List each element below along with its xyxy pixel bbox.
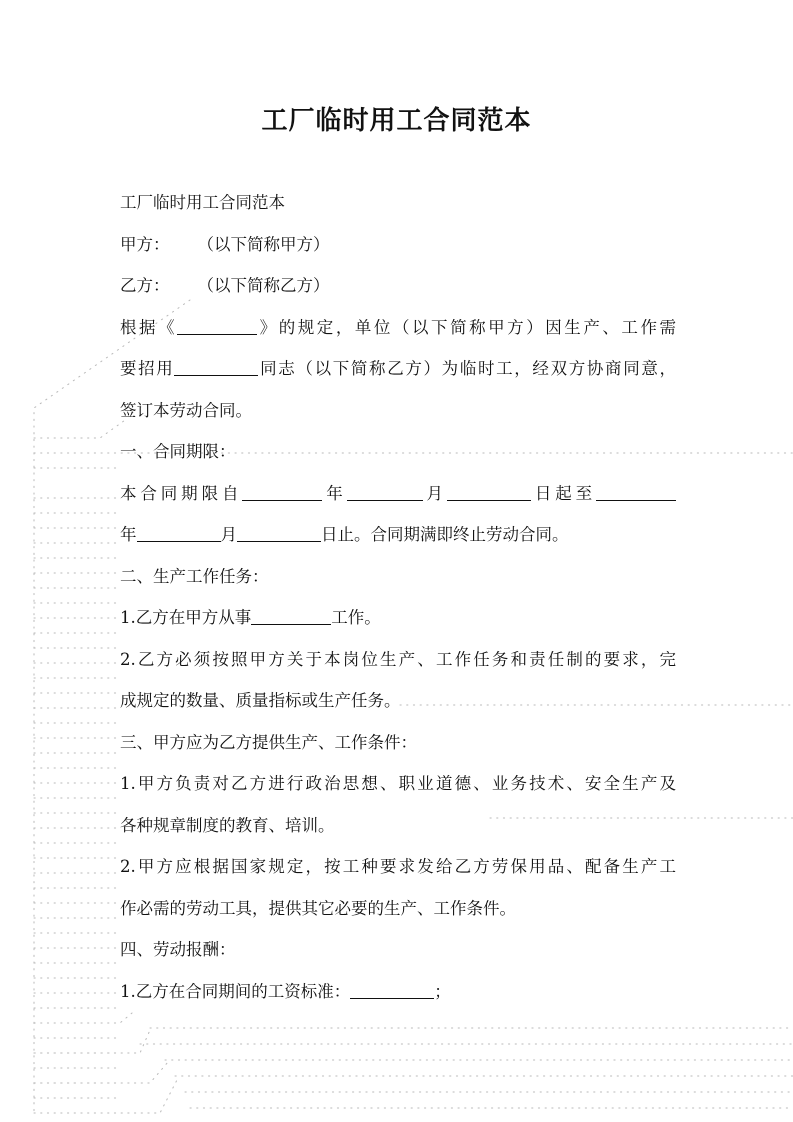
year-label: 年 bbox=[322, 483, 347, 503]
intro-text: 同志（以下简称乙方）为临时工，经双方协商同意， bbox=[258, 359, 677, 378]
party-a-note: （以下简称甲方） bbox=[197, 234, 330, 254]
term-line-2 bbox=[120, 514, 676, 556]
document-title: 工厂临时用工合同范本 bbox=[261, 106, 532, 136]
term-line-1 bbox=[120, 473, 676, 515]
end-day-blank[interactable] bbox=[237, 524, 321, 542]
task-item-1 bbox=[120, 597, 676, 639]
end-year-blank[interactable] bbox=[596, 482, 676, 500]
month-label: 月 bbox=[422, 483, 447, 503]
party-a-line bbox=[120, 224, 676, 266]
task-item-2-line-2: 成规定的数量、质量指标或生产任务。 bbox=[120, 691, 401, 710]
section-1-heading: 一、合同期限： bbox=[120, 442, 236, 461]
month-label: 月 bbox=[220, 525, 237, 544]
condition-item-1-line-2: 各种规章制度的教育、培训。 bbox=[120, 815, 335, 835]
pay-item-1 bbox=[120, 971, 676, 1013]
pay-text: 1.乙方在合同期间的工资标准： bbox=[120, 981, 351, 1001]
end-month-blank[interactable] bbox=[137, 524, 221, 542]
start-month-blank[interactable] bbox=[347, 482, 423, 500]
task-text: 1.乙方在甲方从事 bbox=[120, 608, 252, 627]
party-b-line bbox=[120, 265, 676, 307]
start-year-blank[interactable] bbox=[242, 482, 322, 500]
start-day-blank[interactable] bbox=[447, 482, 531, 500]
task-item-2-line-1: 2.乙方必须按照甲方关于本岗位生产、工作任务和责任制的要求，完 bbox=[120, 649, 676, 669]
section-2-heading: 二、生产工作任务： bbox=[120, 566, 269, 586]
party-b-label: 乙方： bbox=[120, 276, 170, 295]
condition-item-2-line-2: 作必需的劳动工具，提供其它必要的生产、工作条件。 bbox=[120, 898, 516, 918]
intro-line-1 bbox=[120, 307, 676, 349]
worker-name-blank[interactable] bbox=[174, 358, 258, 376]
intro-line-2 bbox=[120, 348, 676, 390]
condition-item-1-line-1: 1.甲方负责对乙方进行政治思想、职业道德、业务技术、安全生产及 bbox=[120, 774, 676, 793]
party-a-label: 甲方： bbox=[120, 234, 170, 254]
term-text: 日止。合同期满即终止劳动合同。 bbox=[321, 525, 569, 544]
task-text: 工作。 bbox=[331, 608, 381, 627]
term-text: 本合同期限自 bbox=[120, 483, 243, 503]
intro-text: 根据《 bbox=[120, 317, 178, 337]
intro-text: 要招用 bbox=[120, 359, 175, 378]
job-type-blank[interactable] bbox=[251, 607, 331, 625]
contract-body bbox=[120, 182, 676, 1012]
intro-text: 》的规定，单位（以下简称甲方）因生产、工作需 bbox=[257, 317, 677, 337]
section-4-heading: 四、劳动报酬： bbox=[120, 940, 236, 959]
intro-line-3: 签订本劳动合同。 bbox=[120, 400, 252, 420]
section-3-heading: 三、甲方应为乙方提供生产、工作条件： bbox=[120, 732, 417, 752]
party-b-note: （以下简称乙方） bbox=[197, 276, 330, 295]
year-label: 年 bbox=[120, 525, 137, 544]
subtitle: 工厂临时用工合同范本 bbox=[120, 193, 285, 212]
pay-text: ； bbox=[434, 981, 451, 1001]
condition-item-2-line-1: 2.甲方应根据国家规定，按工种要求发给乙方劳保用品、配备生产工 bbox=[120, 857, 676, 876]
wage-standard-blank[interactable] bbox=[350, 980, 434, 998]
regulation-name-blank[interactable] bbox=[177, 316, 257, 334]
term-text: 日起至 bbox=[530, 483, 597, 503]
